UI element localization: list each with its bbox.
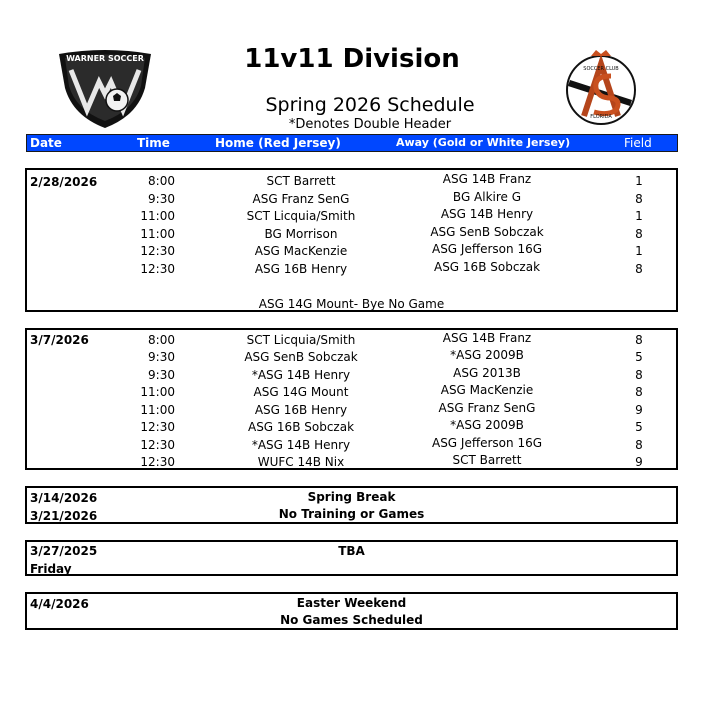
event-title: TBA	[338, 544, 365, 558]
away-team: ASG MacKenzie	[440, 383, 534, 397]
home-team: ASG Franz SenG	[252, 192, 350, 206]
game-time: 12:30	[140, 438, 175, 452]
field-number: 8	[635, 192, 643, 206]
event-title: Spring Break	[307, 490, 396, 504]
away-team: BG Alkire G	[452, 190, 522, 204]
col-date: Date	[30, 136, 62, 150]
away-team: *ASG 2009B	[450, 348, 524, 362]
field-number: 9	[635, 455, 643, 469]
game-time: 9:30	[148, 350, 175, 364]
game-time: 12:30	[140, 455, 175, 469]
home-team: BG Morrison	[264, 227, 338, 241]
section-easter	[25, 592, 678, 630]
bye-notice: ASG 14G Mount- Bye No Game	[258, 297, 445, 311]
home-team: ASG 14G Mount	[253, 385, 349, 399]
game-time: 9:30	[148, 192, 175, 206]
game-time: 11:00	[140, 403, 175, 417]
left-logo-text: WARNER SOCCER	[66, 54, 144, 63]
section-date: 3/7/2026	[30, 333, 89, 347]
section-date: 3/27/2025	[30, 544, 98, 558]
col-field: Field	[624, 136, 652, 150]
game-time: 12:30	[140, 420, 175, 434]
field-number: 5	[635, 350, 643, 364]
away-team: ASG 2013B	[453, 366, 521, 380]
game-time: 12:30	[140, 244, 175, 258]
col-home: Home (Red Jersey)	[215, 136, 341, 150]
section-date: 3/14/2026	[30, 491, 98, 505]
away-team: ASG Franz SenG	[438, 401, 536, 415]
away-team: ASG 16B Sobczak	[433, 260, 541, 274]
field-number: 5	[635, 420, 643, 434]
field-number: 9	[635, 403, 643, 417]
game-time: 11:00	[140, 227, 175, 241]
away-team: ASG 14B Franz	[442, 331, 532, 345]
game-time: 12:30	[140, 262, 175, 276]
home-team: ASG 16B Henry	[254, 262, 348, 276]
right-logo-sub: FLORIDA	[590, 114, 612, 120]
event-detail: No Games Scheduled	[280, 613, 423, 627]
event-detail: No Training or Games	[278, 507, 425, 521]
field-number: 8	[635, 438, 643, 452]
field-number: 8	[635, 368, 643, 382]
col-away: Away (Gold or White Jersey)	[396, 136, 571, 149]
away-team: *ASG 2009B	[450, 418, 524, 432]
field-number: 1	[635, 174, 643, 188]
page-title: 11v11 Division	[244, 44, 460, 74]
away-team: ASG Jefferson 16G	[431, 436, 543, 450]
game-time: 8:00	[148, 174, 175, 188]
home-team: ASG 16B Henry	[254, 403, 348, 417]
home-team: ASG SenB Sobczak	[244, 350, 358, 364]
field-number: 8	[635, 227, 643, 241]
asg-soccer-club-logo	[556, 46, 646, 126]
field-number: 8	[635, 385, 643, 399]
section-date: 4/4/2026	[30, 597, 89, 611]
away-team: ASG 14B Franz	[442, 172, 532, 186]
section-tba	[25, 540, 678, 576]
section-2-28	[25, 168, 678, 312]
game-time: 8:00	[148, 333, 175, 347]
game-time: 11:00	[140, 209, 175, 223]
double-header-note: *Denotes Double Header	[288, 117, 452, 132]
schedule-subtitle: Spring 2026 Schedule	[265, 94, 475, 116]
game-time: 11:00	[140, 385, 175, 399]
col-time: Time	[137, 136, 170, 150]
away-team: ASG SenB Sobczak	[430, 225, 544, 239]
home-team: *ASG 14B Henry	[251, 368, 351, 382]
home-team: SCT Barrett	[266, 174, 336, 188]
home-team: WUFC 14B Nix	[257, 455, 345, 469]
event-title: Easter Weekend	[296, 596, 407, 610]
right-logo-text: SOCCER CLUB	[583, 66, 619, 72]
section-day: Friday	[30, 562, 72, 576]
section-spring-break	[25, 486, 678, 524]
section-date: 2/28/2026	[30, 175, 98, 189]
field-number: 8	[635, 262, 643, 276]
field-number: 1	[635, 244, 643, 258]
away-team: ASG 14B Henry	[440, 207, 534, 221]
field-number: 8	[635, 333, 643, 347]
away-team: ASG Jefferson 16G	[431, 242, 543, 256]
game-time: 9:30	[148, 368, 175, 382]
home-team: ASG 16B Sobczak	[247, 420, 355, 434]
section-3-7	[25, 328, 678, 470]
field-number: 1	[635, 209, 643, 223]
section-date: 3/21/2026	[30, 509, 98, 523]
home-team: ASG MacKenzie	[254, 244, 348, 258]
home-team: SCT Licquia/Smith	[246, 333, 356, 347]
column-header-bar	[26, 134, 678, 152]
warner-soccer-logo	[55, 48, 155, 130]
home-team: *ASG 14B Henry	[251, 438, 351, 452]
home-team: SCT Licquia/Smith	[246, 209, 356, 223]
away-team: SCT Barrett	[452, 453, 522, 467]
